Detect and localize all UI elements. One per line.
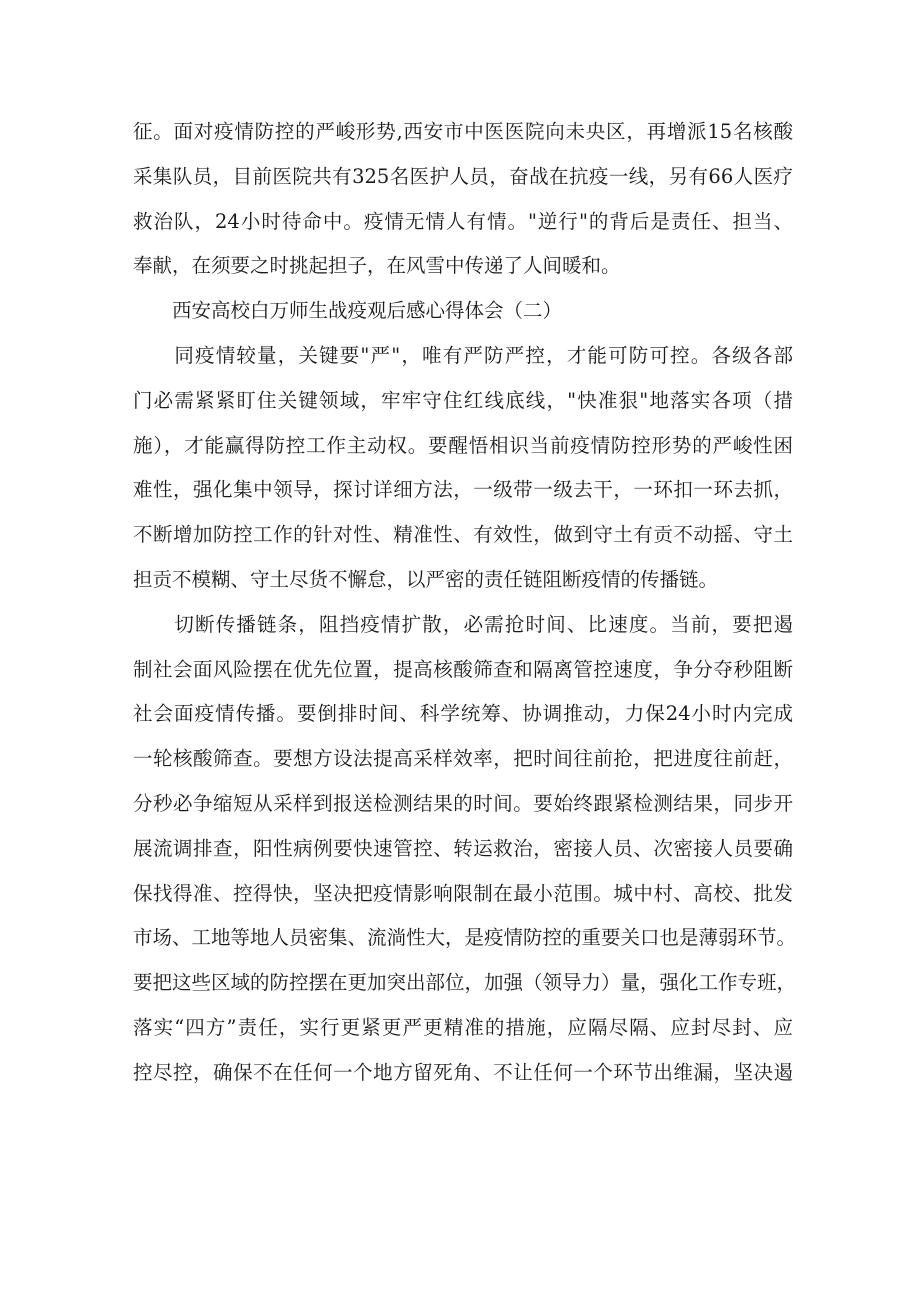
text-line: 保找得准、控得快，坚决把疫情影响限制在最小范围。城中村、高校、批发: [133, 881, 793, 905]
text-line: 市场、工地等地人员密集、流淌性大，是疫情防控的重要关口也是薄弱环节。: [133, 926, 797, 950]
text-line: 社会面疫情传播。要倒排时间、科学统筹、协调推动，力保24小时内完成: [133, 702, 793, 726]
text-line: 奉献，在须要之时挑起担子，在风雪中传递了人间暖和。: [133, 254, 621, 278]
text-line: 救治队，24小时待命中。疫情无情人有情。"逆行"的背后是责任、担当、: [133, 209, 793, 233]
text-line: 分秒必争缩短从采样到报送检测结果的时间。要始终跟紧检测结果，同步开: [133, 791, 793, 815]
text-line: 落实“四方”责任，实行更紧更严更精准的措施，应隔尽隔、应封尽封、应: [133, 1015, 793, 1039]
section-heading: [133, 289, 793, 334]
text-line: 门必需紧紧盯住关键领域，牢牢守住红线底线，"快准狠"地落实各项（措: [133, 388, 793, 412]
text-line: 不断增加防控工作的针对性、精准性、有效性，做到守土有贡不动摇、守土: [133, 523, 793, 547]
text-line: 一轮核酸筛查。要想方设法提高采样效率，把时间往前抢，把进度往前赶，: [133, 747, 793, 771]
text-line: 同疫情较量，关键要"严"，唯有严防严控，才能可防可控。各级各部: [133, 343, 793, 367]
text-line: 担贡不模糊、守土尽货不懈怠，以严密的责任链阻断疫情的传播链。: [133, 567, 719, 591]
text-line: 征。面对疫情防控的严峻形势,西安市中医医院向未央区，再增派15名核酸: [133, 120, 793, 143]
paragraph-1: [133, 110, 793, 289]
text-line: 采集队员，目前医院共有325名医护人员，奋战在抗疫一线，另有66人医疗: [133, 164, 793, 188]
text-line: 展流调排查，阳性病例要快速管控、转运救治，密接人员、次密接人员要确: [133, 836, 793, 860]
text-line: 施），才能赢得防控工作主动权。要醒悟相识当前疫情防控形势的严峻性困: [133, 433, 793, 457]
document-body: [133, 110, 797, 1096]
text-line: 要把这些区域的防控摆在更加突出部位，加强（领导力）量，强化工作专班，: [133, 971, 797, 995]
text-line: 控尽控，确保不在任何一个地方留死角、不让任何一个环节出维漏，坚决遏: [133, 1060, 793, 1084]
paragraph-2: [133, 334, 793, 603]
paragraph-3: [133, 603, 797, 1096]
heading-text: 西安高校白万师生战疫观后感心得体会（二）: [133, 299, 563, 323]
text-line: 切断传播链条，阻挡疫情扩散，必需抢时间、比速度。当前，要把遏: [133, 612, 793, 636]
text-line: 难性，强化集中领导，探讨详细方法，一级带一级去干，一环扣一环去抓，: [133, 478, 793, 502]
text-line: 制社会面风险摆在优先位置，提高核酸筛查和隔离管控速度，争分夺秒阻断: [133, 657, 793, 681]
